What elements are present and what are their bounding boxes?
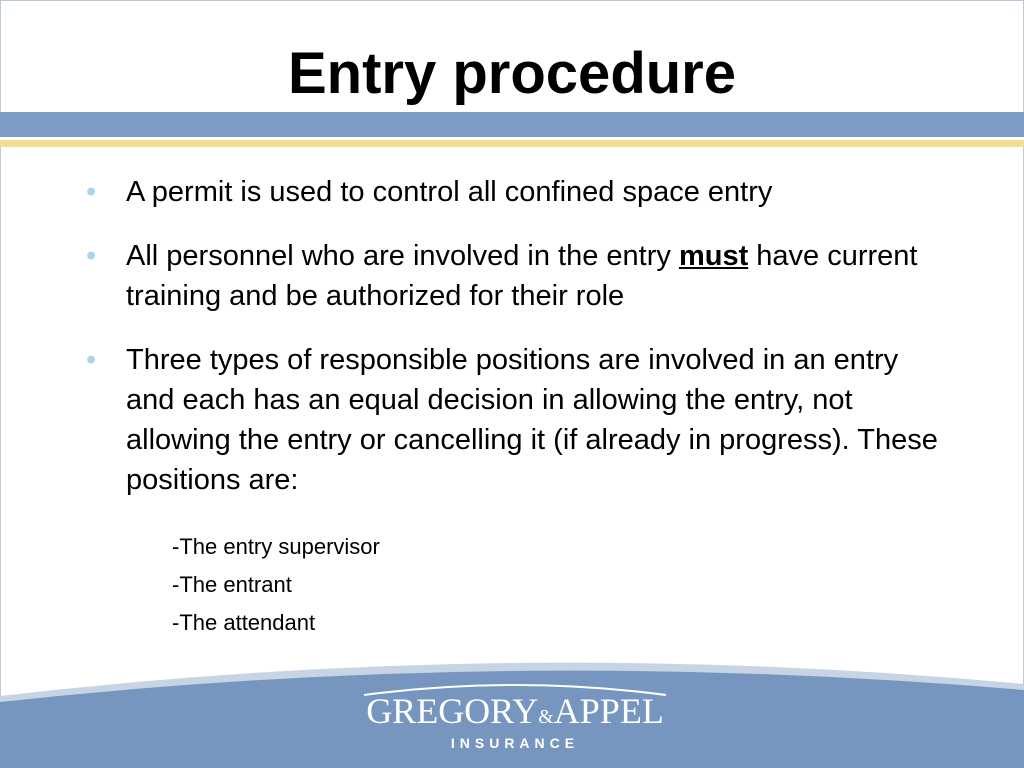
bullet-dot-icon: • bbox=[86, 176, 97, 208]
bullet-text-before: All personnel who are involved in the entry bbox=[126, 240, 679, 272]
logo-wordmark bbox=[360, 691, 670, 737]
bullet-item bbox=[86, 172, 946, 212]
slide-title: Entry procedure bbox=[288, 41, 736, 106]
bullet-text-after: have current training and be authorized for their role bbox=[126, 240, 918, 312]
bullet-emphasis: must bbox=[678, 240, 749, 272]
sub-list bbox=[172, 528, 380, 642]
bullet-item bbox=[86, 236, 946, 316]
bullet-dot-icon: • bbox=[86, 344, 97, 376]
sub-item-attendant: -The attendant bbox=[172, 610, 316, 635]
logo-subtitle: INSURANCE bbox=[450, 735, 580, 751]
logo-name-left: GREGORY bbox=[366, 691, 539, 731]
bullet-list bbox=[86, 172, 946, 524]
bullet-text: Three types of responsible positions are involved in an entry and each has an equal decision in allowing the entry, not allowing the entry or cancelling it (if already in progress). These positions are: bbox=[126, 344, 938, 496]
header-band-blue bbox=[0, 112, 1024, 137]
logo-name-right: APPEL bbox=[553, 691, 664, 731]
bullet-text: A permit is used to control all confined space entry bbox=[126, 176, 773, 208]
bullet-item bbox=[86, 340, 946, 500]
sub-item-entry-supervisor: -The entry supervisor bbox=[172, 534, 380, 559]
logo-ampersand: & bbox=[538, 706, 554, 728]
header-band-yellow bbox=[0, 140, 1024, 147]
sub-item-entrant: -The entrant bbox=[172, 572, 292, 597]
bullet-text bbox=[126, 240, 918, 312]
bullet-dot-icon: • bbox=[86, 240, 97, 272]
company-logo bbox=[360, 681, 670, 761]
